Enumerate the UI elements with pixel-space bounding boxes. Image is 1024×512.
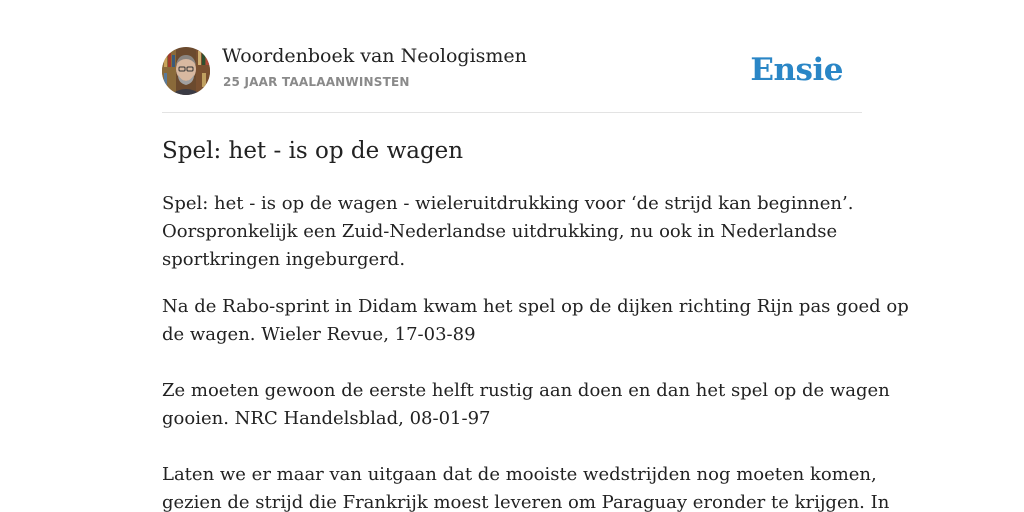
author-avatar[interactable] — [162, 47, 210, 95]
definition-line: Oorspronkelijk een Zuid-Nederlandse uitdrukking, nu ook in Nederlandse — [162, 221, 838, 242]
quote-line: gezien de strijd die Frankrijk moest leveren om Paraguay eronder te krijgen. In — [162, 492, 890, 512]
entry-title: Spel: het - is op de wagen — [162, 138, 464, 164]
definition-line: sportkringen ingeburgerd. — [162, 249, 406, 270]
entry-definition — [162, 190, 872, 274]
author-subtitle: 25 JAAR TAALAANWINSTEN — [223, 75, 410, 89]
citation-quote — [162, 461, 890, 512]
definition-line: Spel: het - is op de wagen - wieleruitdrukking voor ‘de strijd kan beginnen’. — [162, 193, 854, 214]
quote-line: Laten we er maar van uitgaan dat de mooiste wedstrijden nog moeten komen, — [162, 464, 877, 485]
ensie-logo[interactable]: Ensie — [750, 52, 843, 88]
article-header — [162, 0, 862, 113]
quote-line: gooien. NRC Handelsblad, 08-01-97 — [162, 408, 491, 429]
author-name[interactable]: Woordenboek van Neologismen — [222, 45, 527, 67]
article-container — [162, 0, 909, 512]
quote-line: Ze moeten gewoon de eerste helft rustig aan doen en dan het spel op de wagen — [162, 380, 890, 401]
quote-line: de wagen. Wieler Revue, 17-03-89 — [162, 324, 476, 345]
citation-quote — [162, 293, 909, 349]
quote-line: Na de Rabo-sprint in Didam kwam het spel op de dijken richting Rijn pas goed op — [162, 296, 909, 317]
citation-quote — [162, 377, 890, 433]
